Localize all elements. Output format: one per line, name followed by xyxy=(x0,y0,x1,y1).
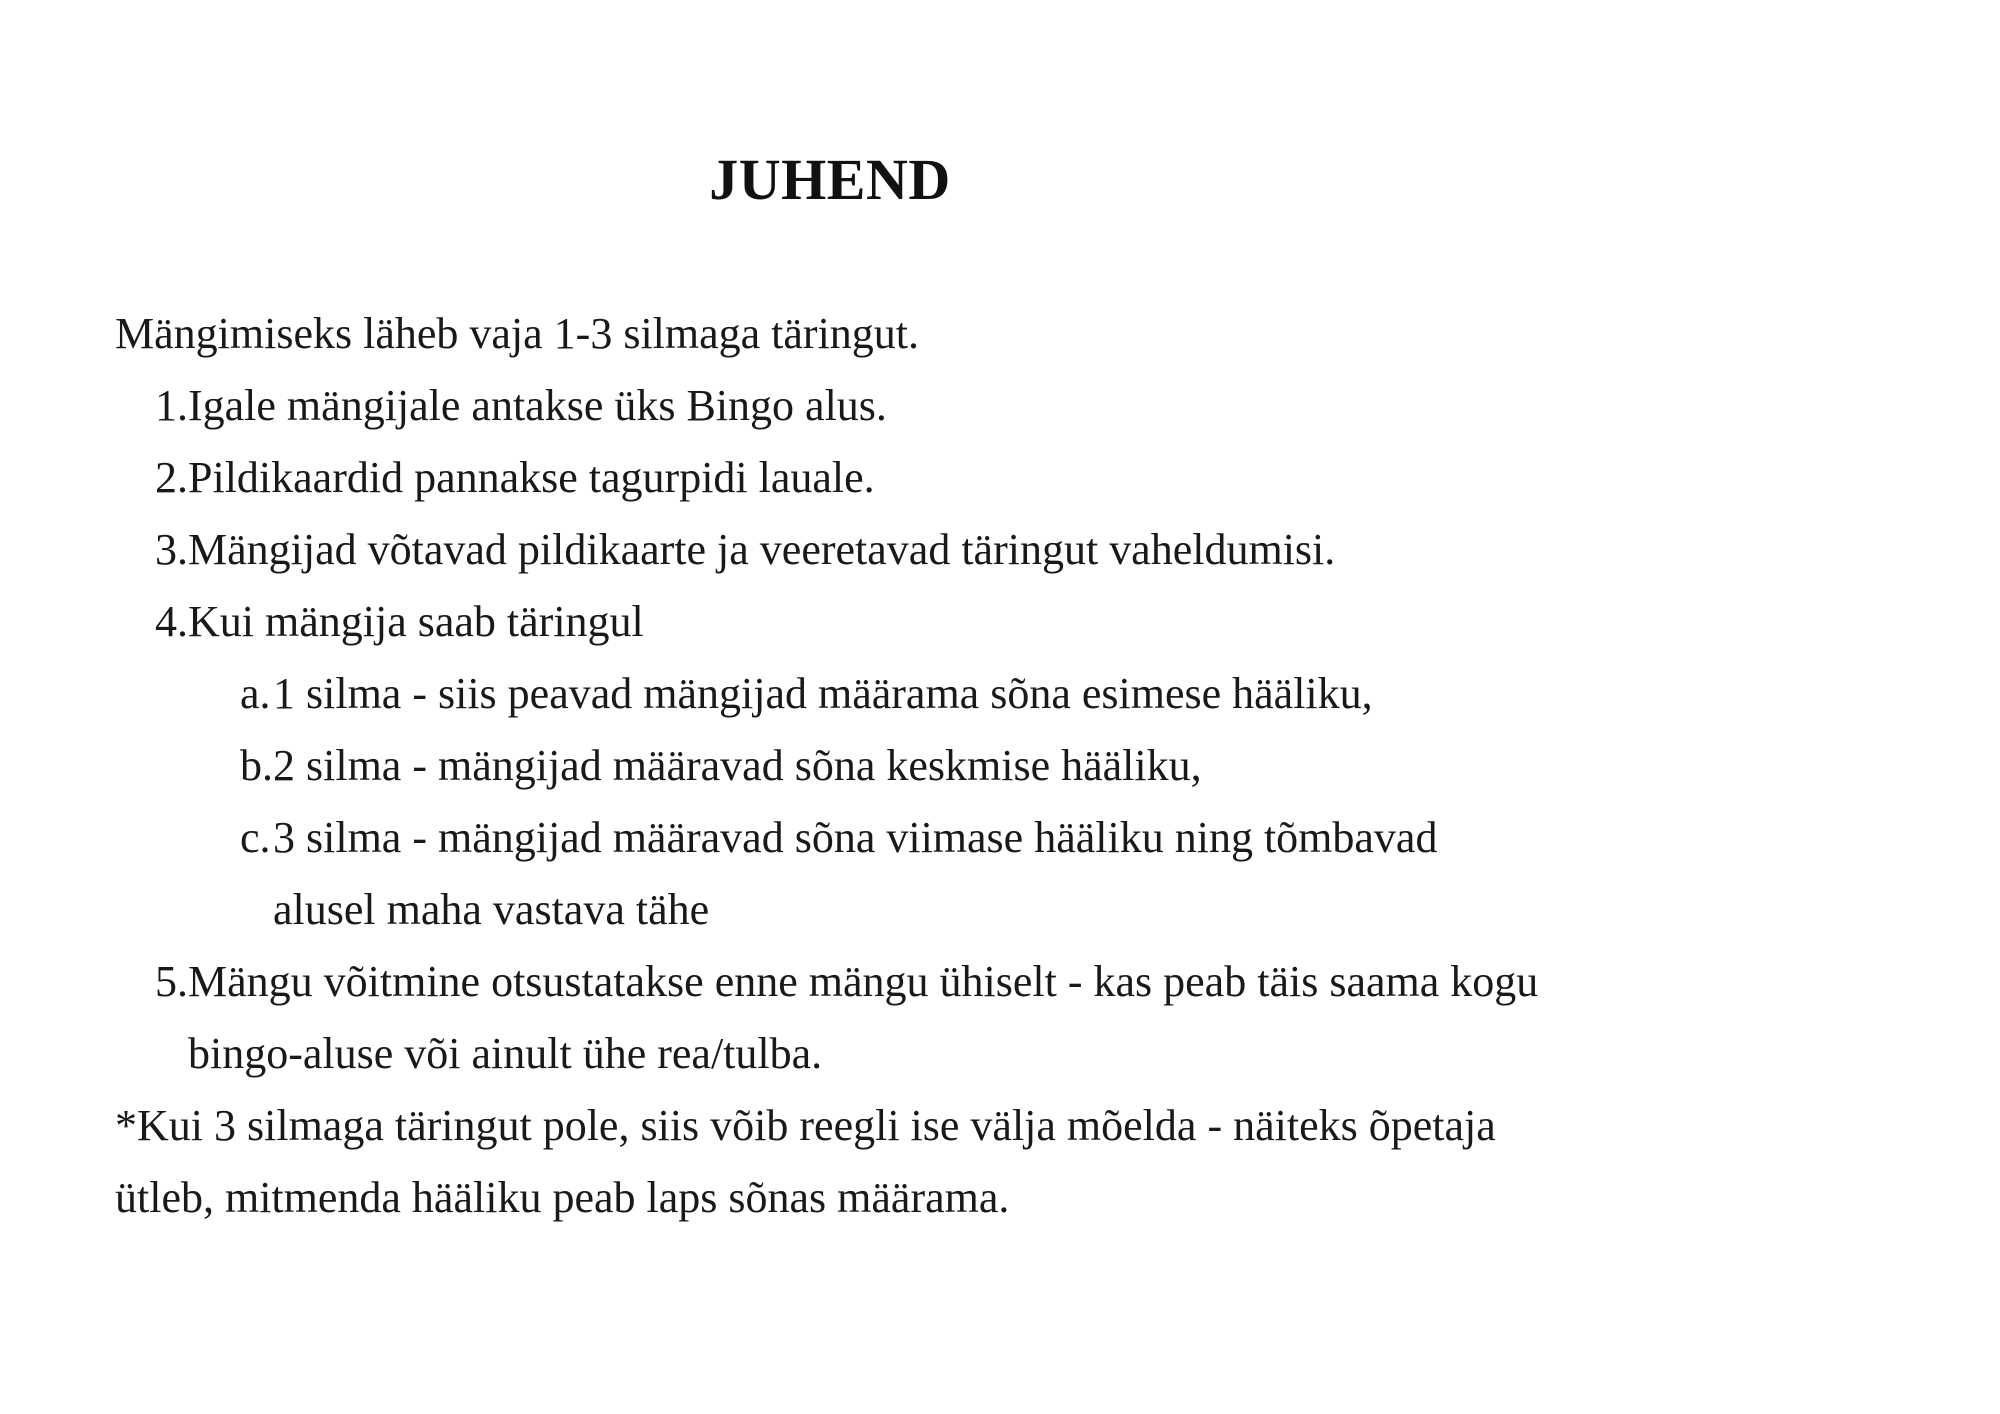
list-item-number: 1. xyxy=(155,380,188,430)
sublist-item-text: 1 silma - siis peavad mängijad määrama sõna esimese hääliku, xyxy=(273,668,1373,718)
sublist-item-letter: c. xyxy=(240,812,271,862)
list-item-number: 2. xyxy=(155,452,188,502)
lettered-sublist xyxy=(240,658,1545,946)
sublist-item-text: 3 silma - mängijad määravad sõna viimase hääliku ning tõmbavad alusel maha vastava tähe xyxy=(273,812,1438,934)
list-item-number: 5. xyxy=(155,956,188,1006)
list-item xyxy=(155,370,1545,442)
sublist-item xyxy=(240,730,1545,802)
list-item-text: Kui mängija saab täringul xyxy=(188,596,644,646)
sublist-item xyxy=(240,802,1545,946)
document-content xyxy=(115,0,1545,1234)
sublist-item-letter: a. xyxy=(240,668,271,718)
list-item-number: 4. xyxy=(155,596,188,646)
sublist-item-letter: b. xyxy=(240,740,273,790)
list-item xyxy=(155,514,1545,586)
list-item-text: Mängu võitmine otsustatakse enne mängu ühiselt - kas peab täis saama kogu bingo-aluse või ainult ühe rea/tulba. xyxy=(188,956,1539,1078)
list-item xyxy=(155,946,1545,1090)
page-title: JUHEND xyxy=(709,147,951,212)
list-item xyxy=(155,586,1545,658)
sublist-item-text: 2 silma - mängijad määravad sõna keskmise hääliku, xyxy=(273,740,1202,790)
footnote-paragraph: *Kui 3 silmaga täringut pole, siis võib reegli ise välja mõelda - näiteks õpetaja ütleb, mitmenda hääliku peab laps sõnas määrama. xyxy=(115,1100,1496,1222)
sublist-item xyxy=(240,658,1545,730)
intro-paragraph: Mängimiseks läheb vaja 1-3 silmaga täringut. xyxy=(115,308,920,358)
numbered-list xyxy=(155,370,1545,1090)
list-item xyxy=(155,442,1545,514)
document-body xyxy=(115,298,1545,1234)
list-item-text: Igale mängijale antakse üks Bingo alus. xyxy=(188,380,887,430)
list-item-text: Mängijad võtavad pildikaarte ja veeretavad täringut vaheldumisi. xyxy=(188,524,1336,574)
list-item-text: Pildikaardid pannakse tagurpidi lauale. xyxy=(188,452,875,502)
list-item-number: 3. xyxy=(155,524,188,574)
